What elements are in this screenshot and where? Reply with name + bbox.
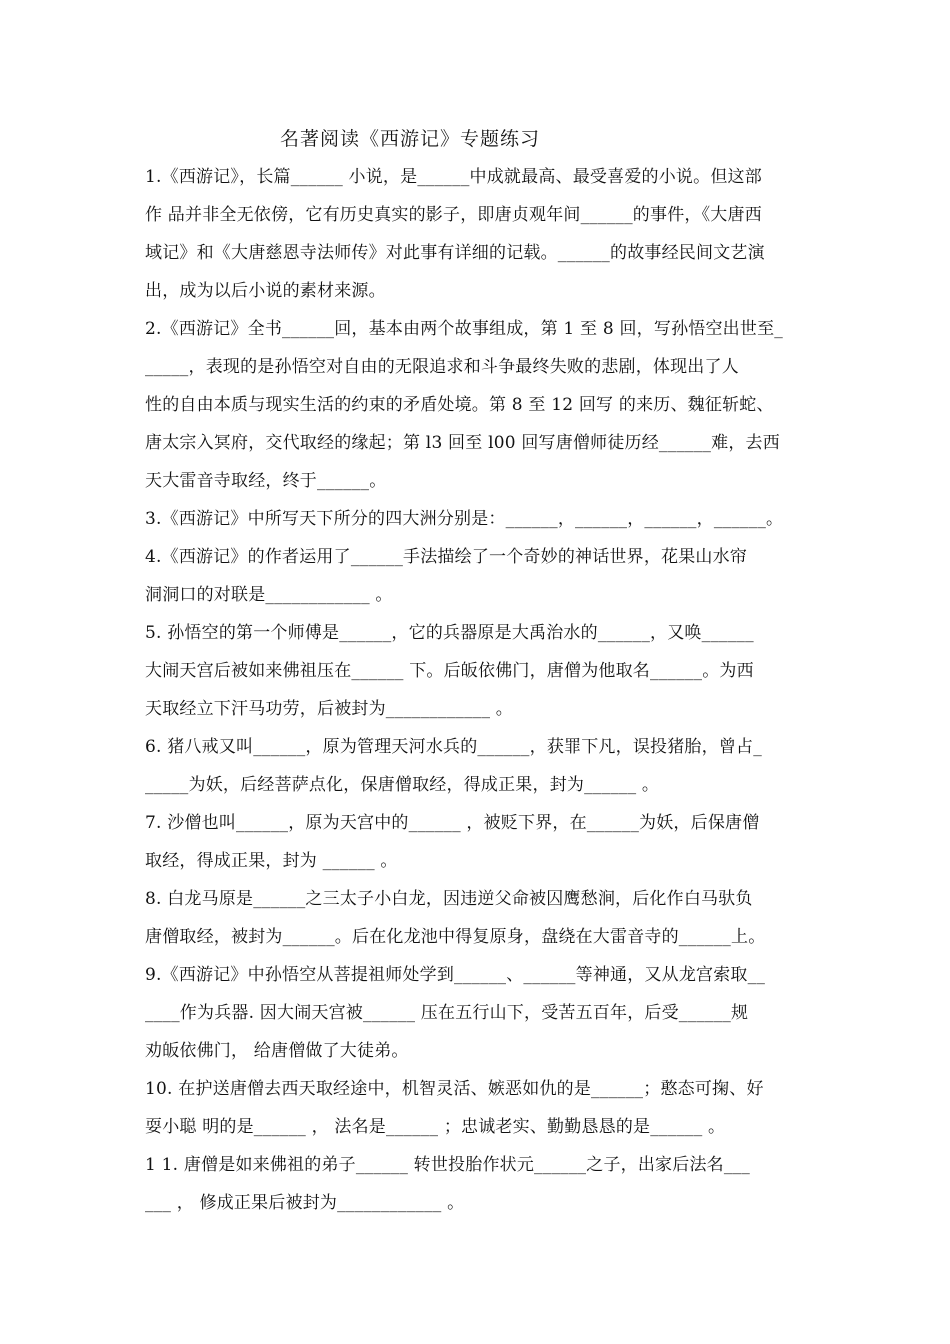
text-line: 10. 在护送唐僧去西天取经途中，机智灵活、嫉恶如仇的是______；憨态可掬、好 — [145, 1079, 764, 1099]
text-line: 洞洞口的对联是____________ 。 — [145, 585, 393, 605]
page-title: 名著阅读《西游记》专题练习 — [280, 128, 541, 150]
text-line: 7. 沙僧也叫______，原为天宫中的______ ，被贬下界，在______为妖，后保唐僧 — [145, 813, 760, 833]
text-line: 耍小聪 明的是______ ， 法名是______ ；忠诚老实、勤勤恳恳的是______ 。 — [145, 1117, 726, 1137]
text-line: 6. 猪八戒又叫______，原为管理天河水兵的______，获罪下凡，误投猪胎，曾占_ — [145, 737, 762, 757]
text-line: 劝皈依佛门， 给唐僧做了大徒弟。 — [145, 1041, 409, 1061]
text-line: 天大雷音寺取经，终于______。 — [145, 471, 387, 491]
text-line: ____作为兵器. 因大闹天宫被______ 压在五行山下，受苦五百年，后受______规 — [145, 1003, 749, 1023]
text-line: 作 品并非全无依傍，它有历史真实的影子，即唐贞观年间______的事件，《大唐西 — [145, 205, 762, 225]
text-line: 8. 白龙马原是______之三太子小白龙，因违逆父命被囚鹰愁涧，后化作白马驮负 — [145, 889, 753, 909]
text-line: 4.《西游记》的作者运用了______手法描绘了一个奇妙的神话世界，花果山水帘 — [145, 547, 748, 567]
text-line: 1.《西游记》，长篇______ 小说，是______中成就最高、最受喜爱的小说。但这部 — [145, 167, 762, 187]
text-line: 天取经立下汗马功劳，后被封为____________ 。 — [145, 699, 514, 719]
text-line: _____为妖，后经菩萨点化，保唐僧取经，得成正果，封为______ 。 — [145, 775, 660, 795]
text-line: 取经，得成正果，封为 ______ 。 — [145, 851, 398, 871]
text-line: 大闹天宫后被如来佛祖压在______ 下。后皈依佛门，唐僧为他取名______。为西 — [145, 661, 754, 681]
text-line: ___ ， 修成正果后被封为____________ 。 — [145, 1193, 465, 1213]
text-line: 出，成为以后小说的素材来源。 — [145, 281, 386, 301]
text-line: 9.《西游记》中孙悟空从菩提祖师处学到______、______等神通，又从龙宫索取__ — [145, 965, 766, 985]
text-line: 3.《西游记》中所写天下所分的四大洲分别是：______，______，______，______。 — [145, 509, 784, 529]
text-line: 唐太宗入冥府，交代取经的缘起；第 l3 回至 l00 回写唐僧师徒历经______难，去西 — [145, 433, 780, 453]
text-line: 域记》和《大唐慈恩寺法师传》对此事有详细的记载。______的故事经民间文艺演 — [145, 243, 765, 263]
text-line: 唐僧取经，被封为______。后在化龙池中得复原身，盘绕在大雷音寺的______上。 — [145, 927, 766, 947]
text-line: 1 1. 唐僧是如来佛祖的弟子______ 转世投胎作状元______之子，出家后法名___ — [145, 1155, 750, 1175]
text-line: _____，表现的是孙悟空对自由的无限追求和斗争最终失败的悲剧，体现出了人 — [145, 357, 739, 377]
text-line: 5. 孙悟空的第一个师傅是______，它的兵器原是大禹治水的______，又唤______ — [145, 623, 754, 643]
text-line: 2.《西游记》全书______回，基本由两个故事组成，第 1 至 8 回，写孙悟空出世至_ — [145, 319, 783, 339]
text-line: 性的自由本质与现实生活的约束的矛盾处境。第 8 至 12 回写 的来历、魏征斩蛇、 — [145, 395, 774, 415]
